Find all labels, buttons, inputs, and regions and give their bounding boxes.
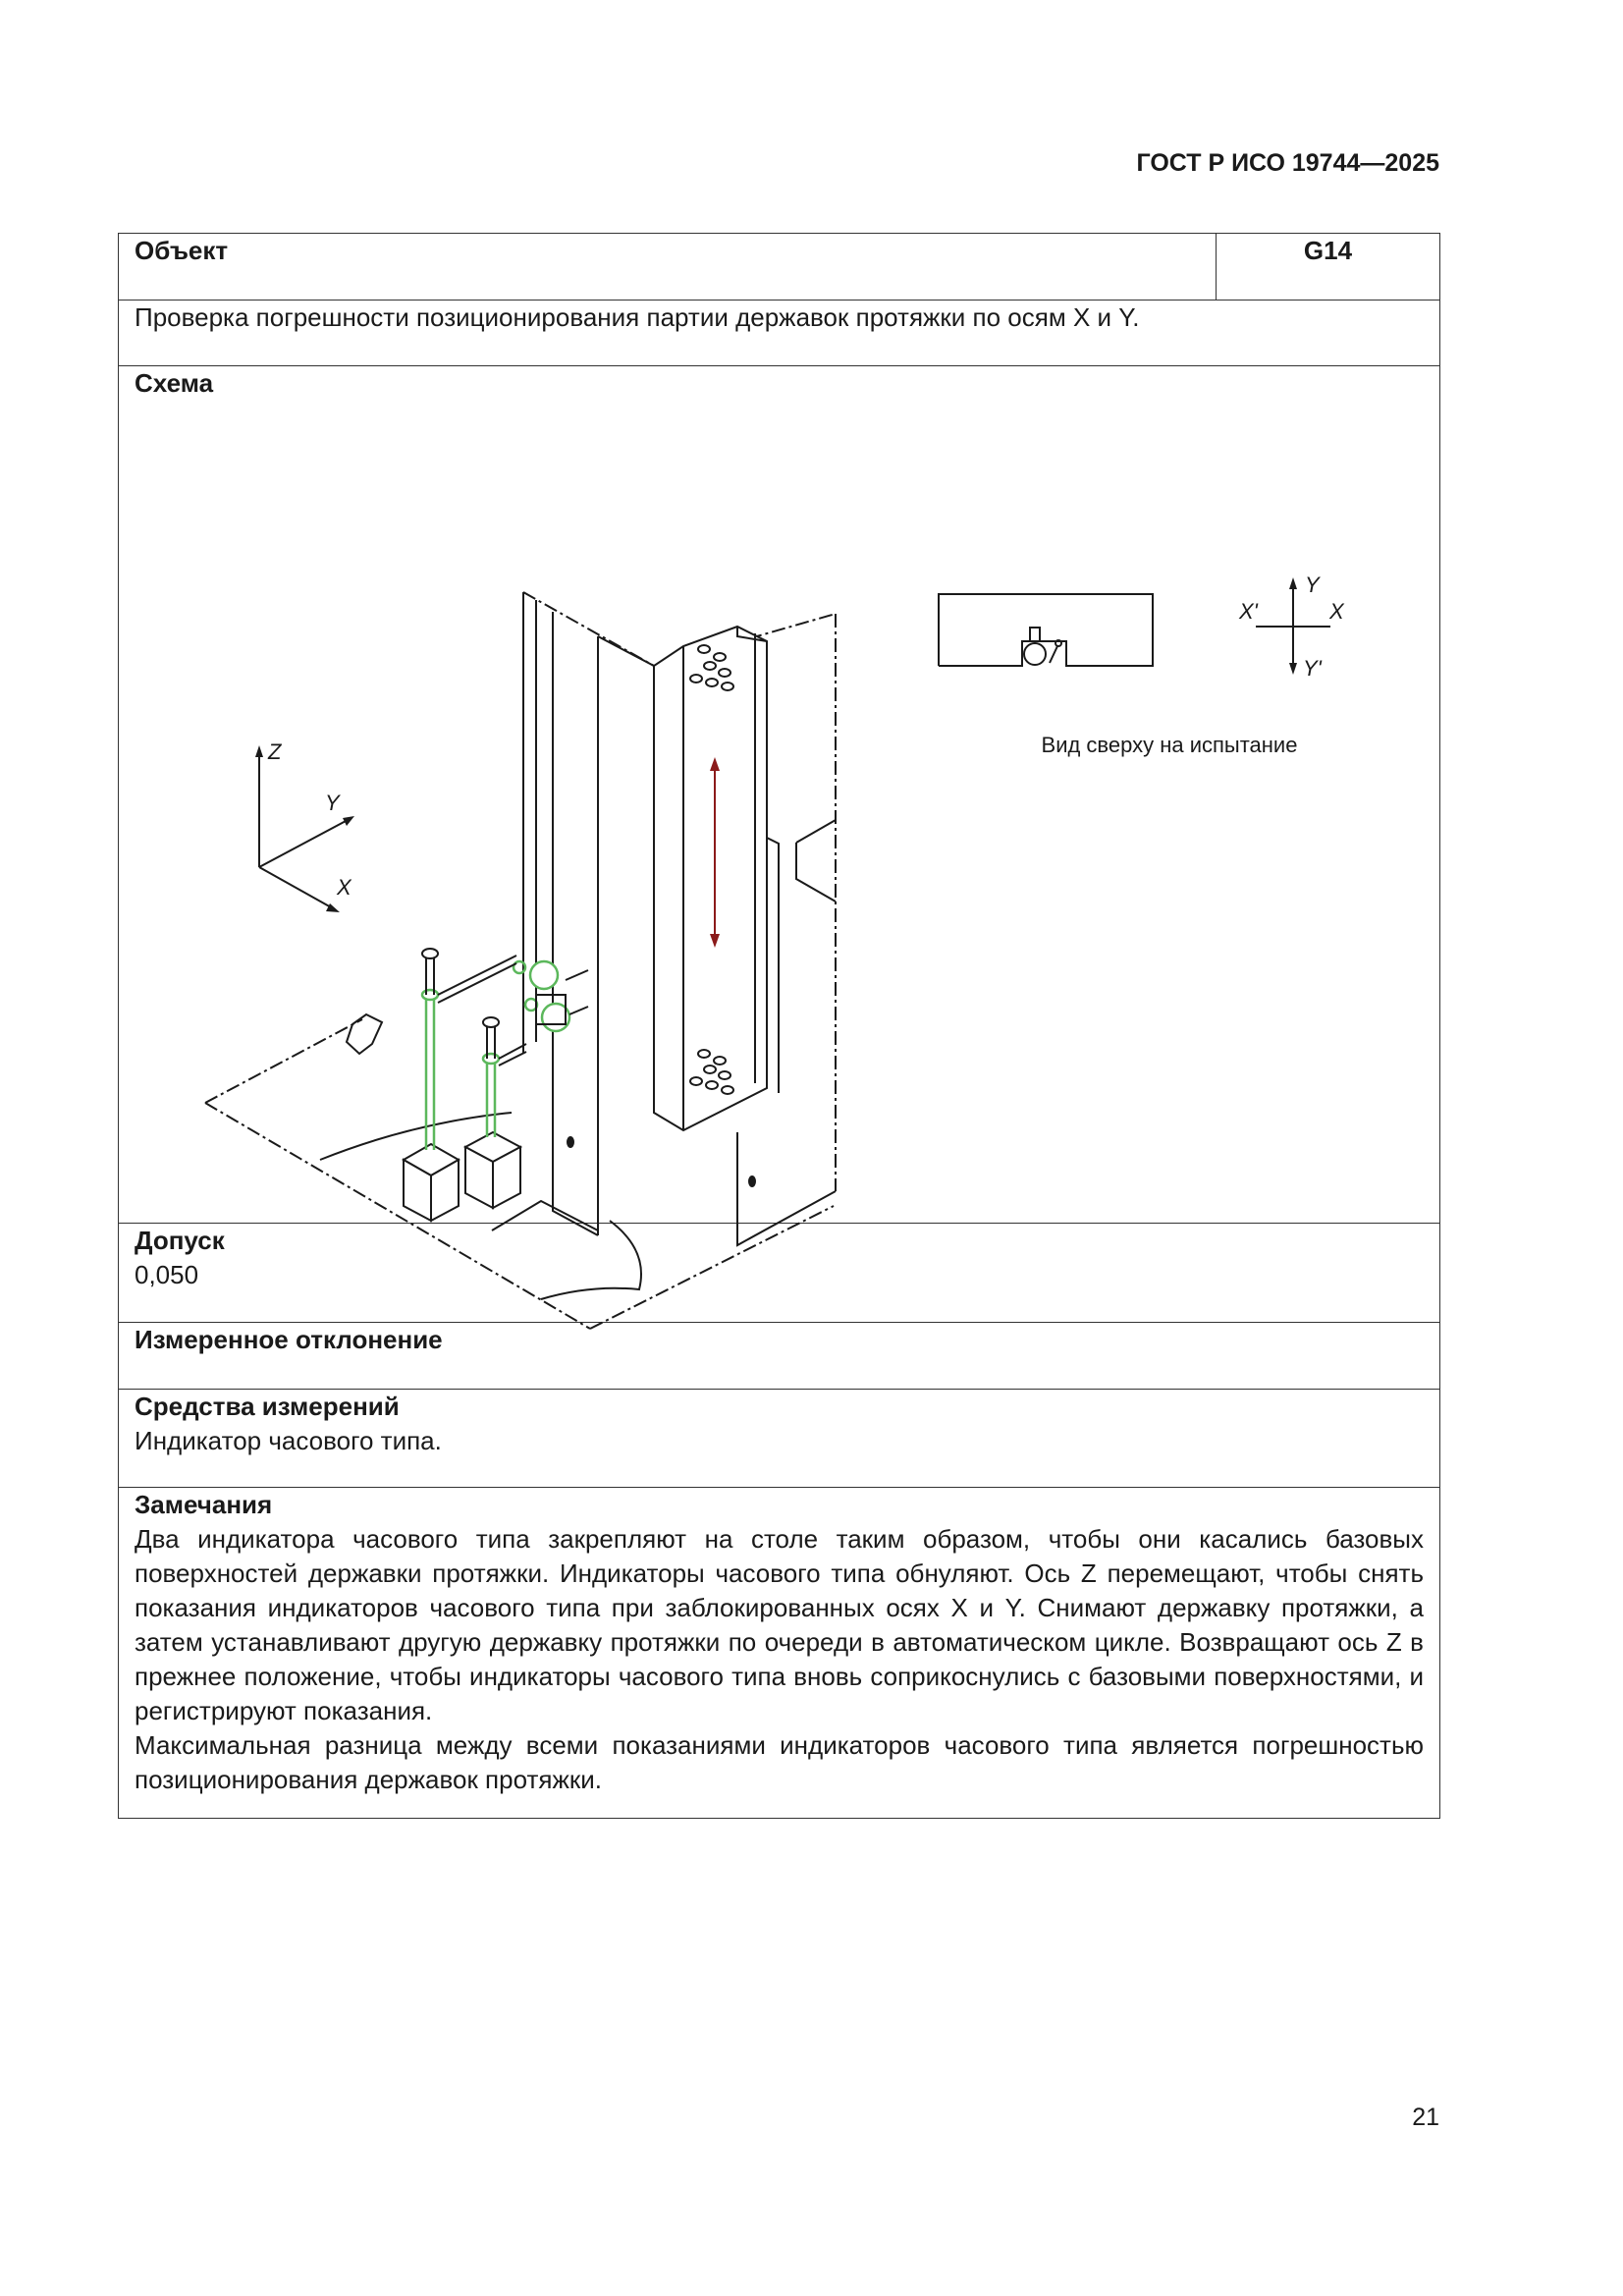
measuring-tools-row xyxy=(119,1390,1440,1488)
clamp-bracket xyxy=(347,1014,382,1054)
frame-lower-left xyxy=(553,1044,598,1235)
test-specification-table xyxy=(118,233,1440,1819)
y-axis-line xyxy=(259,820,348,867)
side-panel-top xyxy=(796,820,836,843)
notes-text xyxy=(135,1522,1424,1797)
x-axis-line xyxy=(259,867,333,908)
measuring-tools-cell xyxy=(119,1390,1440,1488)
tolerance-value: 0,050 xyxy=(135,1260,199,1289)
object-description: Проверка погрешности позиционирования партии державок протяжки по осям X и Y. xyxy=(119,301,1440,366)
z-axis-label: Z xyxy=(268,739,282,764)
top-view-indicator-icon xyxy=(1024,643,1046,665)
frame-lower-right xyxy=(737,1132,836,1245)
z-arrow-icon xyxy=(255,745,263,757)
page-number: 21 xyxy=(1412,2104,1439,2131)
table-edge-right xyxy=(590,1206,834,1329)
top-y-neg-label: Y' xyxy=(1303,656,1322,681)
indicator-dial-1-icon xyxy=(530,961,558,989)
axes-3d xyxy=(255,739,354,912)
notes-label: Замечания xyxy=(135,1490,273,1519)
y-axis-label: Y xyxy=(325,791,340,815)
top-view-axes xyxy=(1238,573,1345,681)
y-up-arrow-icon xyxy=(1289,577,1297,589)
notes-paragraph-2: Максимальная разница между всеми показаниями индикаторов часового типа является погрешностью позиционирования державок протяжки. xyxy=(135,1730,1424,1794)
measuring-tools-value: Индикатор часового типа. xyxy=(135,1426,442,1455)
frame-bolt-2 xyxy=(749,1176,755,1186)
standard-code: ГОСТ Р ИСО 19744—2025 xyxy=(1136,149,1439,177)
scheme-cell xyxy=(119,366,1440,1224)
table-edge-front xyxy=(205,1103,590,1329)
top-view-lever xyxy=(1050,646,1057,663)
notes-cell xyxy=(119,1488,1440,1819)
top-view-pivot xyxy=(1055,640,1061,646)
frame-bolt xyxy=(568,1137,573,1147)
magnetic-base-2 xyxy=(465,1132,520,1208)
scheme-row xyxy=(119,366,1440,1224)
top-x-neg-label: X' xyxy=(1239,599,1258,624)
broach-holder-side xyxy=(767,838,779,1093)
rod-clamp-2 xyxy=(483,1054,499,1064)
top-view-stem xyxy=(1030,628,1040,641)
scheme-drawing xyxy=(119,366,1440,1353)
object-description-row xyxy=(119,301,1440,366)
y-arrow-icon xyxy=(343,816,354,826)
machine-isometric xyxy=(205,592,836,1329)
x-axis-label: X xyxy=(337,875,352,900)
object-label: Объект xyxy=(119,234,1217,301)
notes-paragraph-1: Два индикатора часового типа закрепляют на столе таким образом, чтобы они касались базовых поверхностей державки протяжки. Индикаторы часового типа обнуляют. Ось Z перемещают, чтобы снять показания индикаторов часового типа при заблокированных осях X и Y. Снимают державку протяжки, а затем устанавливают другую державку протяжки по очереди в автоматическом цикле. Возвращают ось Z в прежнее положение, чтобы индикаторы часового типа вновь соприкоснулись с базовыми поверхностями, и регистрируют показания. xyxy=(135,1524,1424,1725)
scheme-label: Схема xyxy=(135,368,214,398)
side-panel-step xyxy=(796,843,836,902)
column-panel-top xyxy=(598,636,654,666)
magnetic-base-1 xyxy=(404,1144,459,1221)
object-code: G14 xyxy=(1217,234,1440,301)
measuring-tools-label: Средства измерений xyxy=(135,1392,400,1421)
table-edge-left xyxy=(205,1019,362,1103)
object-row xyxy=(119,234,1440,301)
top-y-label: Y xyxy=(1305,573,1320,597)
top-view-caption: Вид сверху на испытание xyxy=(1041,733,1298,757)
y-down-arrow-icon xyxy=(1289,663,1297,675)
measured-deviation-label: Измеренное отклонение xyxy=(119,1323,1440,1390)
tolerance-label: Допуск xyxy=(135,1226,225,1255)
rod-clamp-1 xyxy=(422,990,438,1000)
notes-row xyxy=(119,1488,1440,1819)
top-x-label: X xyxy=(1329,599,1344,624)
